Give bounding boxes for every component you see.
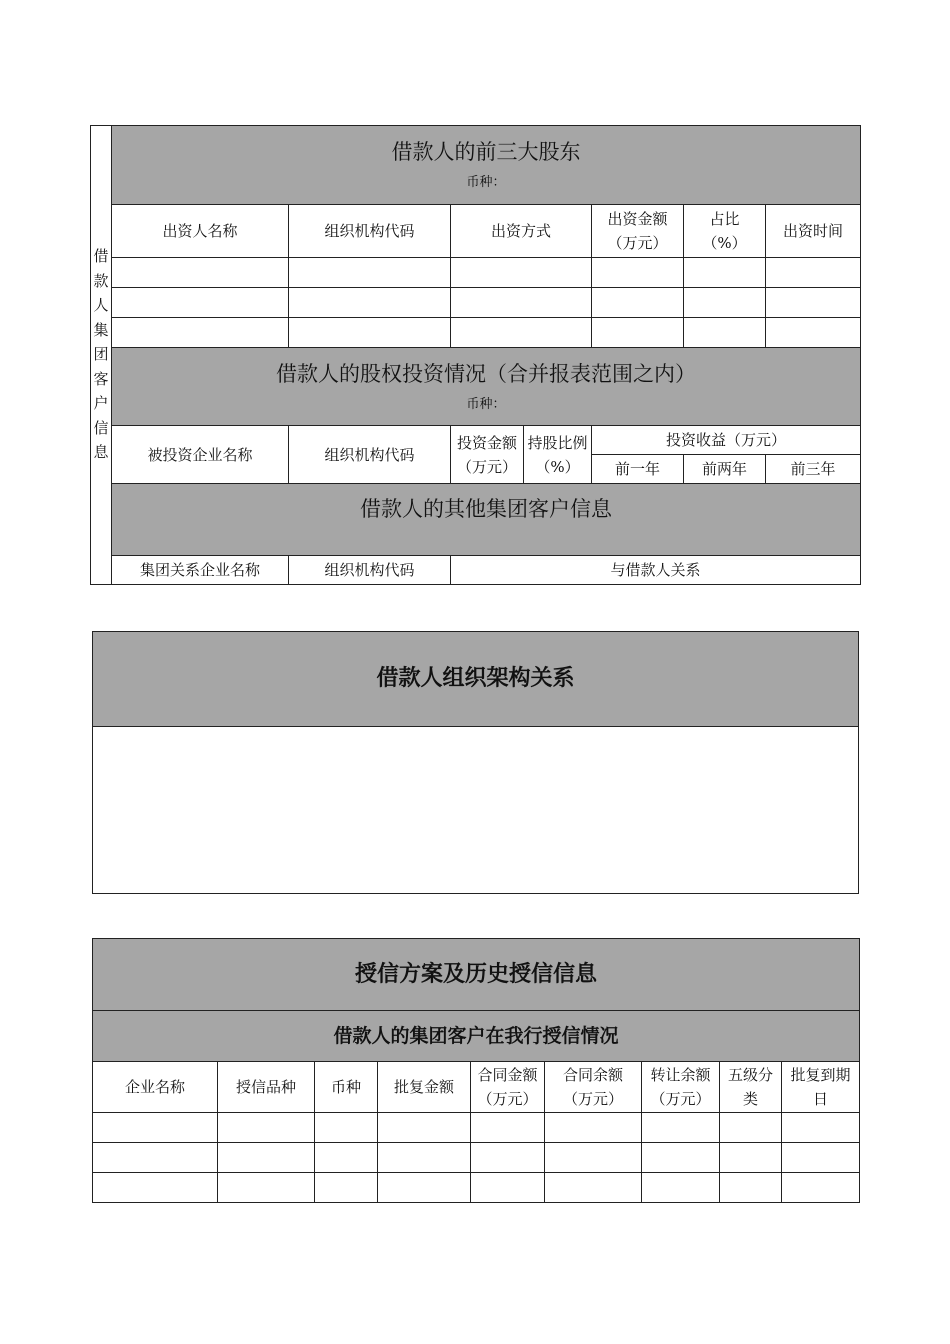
header-year-3: 前三年 (766, 455, 861, 484)
shareholders-title: 借款人的前三大股东 (391, 140, 581, 164)
header-year-1: 前一年 (592, 455, 684, 484)
header-org-code: 组织机构代码 (289, 556, 451, 585)
table-row (91, 288, 861, 318)
credit-title-cell (93, 939, 860, 1011)
header-company-name: 企业名称 (93, 1062, 218, 1113)
header-invest-amount: 出资金额 （万元） (592, 205, 684, 258)
header-invested-company: 被投资企业名称 (112, 426, 289, 484)
header-org-code: 组织机构代码 (289, 205, 451, 258)
table-row (91, 258, 861, 288)
credit-subtitle: 借款人的集团客户在我行授信情况 (333, 1024, 619, 1047)
header-five-class: 五级分 类 (720, 1062, 782, 1113)
header-approval-expiry: 批复到期 日 (782, 1062, 860, 1113)
shareholders-currency: 币种： (466, 175, 506, 190)
header-invest-income: 投资收益（万元） (592, 426, 861, 455)
table-row (93, 1173, 860, 1203)
equity-currency: 币种： (466, 396, 506, 412)
header-invest-amount: 投资金额 （万元） (451, 426, 524, 484)
header-group-company: 集团关系企业名称 (112, 556, 289, 585)
header-currency: 币种 (315, 1062, 378, 1113)
org-content-area (93, 727, 859, 894)
header-relation: 与借款人关系 (451, 556, 861, 585)
other-title-cell (112, 484, 861, 526)
header-share-ratio: 占比 （%） (684, 205, 766, 258)
shareholders-title-cell (112, 126, 861, 205)
header-investor-name: 出资人名称 (112, 205, 289, 258)
header-holding-ratio: 持股比例 （%） (524, 426, 592, 484)
equity-title-cell (112, 348, 861, 426)
equity-title: 借款人的股权投资情况（合并报表范围之内） (276, 361, 696, 386)
org-title: 借款人组织架构关系 (376, 665, 575, 691)
header-year-2: 前两年 (684, 455, 766, 484)
org-title-cell (93, 632, 859, 727)
credit-title: 授信方案及历史授信信息 (355, 960, 598, 987)
table-row (93, 1113, 860, 1143)
header-invest-method: 出资方式 (451, 205, 592, 258)
credit-subtitle-cell (93, 1011, 860, 1062)
table-row (93, 1143, 860, 1173)
header-approved-amount: 批复金额 (378, 1062, 471, 1113)
org-structure-table (92, 631, 859, 894)
header-invest-time: 出资时间 (766, 205, 861, 258)
side-label: 借 款 人 集 团 客 户 信 息 (91, 126, 112, 585)
header-credit-type: 授信品种 (218, 1062, 315, 1113)
header-org-code: 组织机构代码 (289, 426, 451, 484)
other-title: 借款人的其他集团客户信息 (360, 496, 612, 521)
header-contract-balance: 合同余额 （万元） (545, 1062, 642, 1113)
header-transfer-balance: 转让余额 （万元） (642, 1062, 720, 1113)
group-customer-table (90, 125, 861, 585)
table-row (91, 318, 861, 348)
credit-table (92, 938, 860, 1203)
header-contract-amount: 合同金额 （万元） (471, 1062, 545, 1113)
